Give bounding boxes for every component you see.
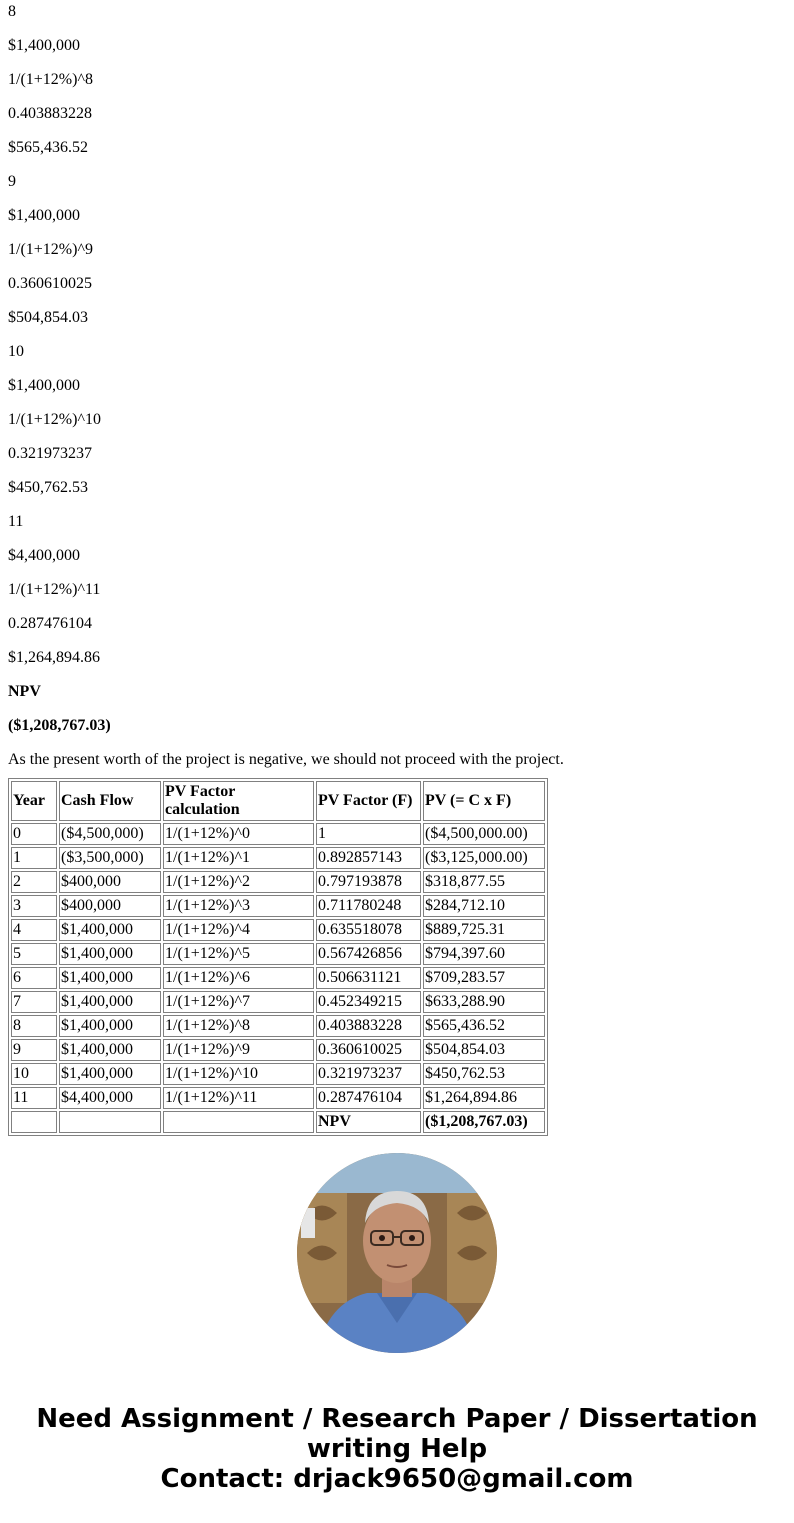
cell-pv-factor: 0.321973237 xyxy=(316,1063,421,1085)
cell-pv-calc: 1/(1+12%)^1 xyxy=(163,847,314,869)
cell-pv-factor: 0.567426856 xyxy=(316,943,421,965)
cell-pv-factor: 1 xyxy=(316,823,421,845)
footer-line-2: writing Help xyxy=(306,1434,488,1464)
footer-contact: Contact: drjack9650@gmail.com xyxy=(160,1464,634,1494)
cell-pv: $318,877.55 xyxy=(423,871,545,893)
list-pv-calc: 1/(1+12%)^11 xyxy=(8,581,101,598)
table-body xyxy=(11,823,545,1133)
list-pv: $504,854.03 xyxy=(8,309,88,326)
cash-flow-list xyxy=(8,3,778,751)
table-row xyxy=(11,847,545,869)
cell-cash-flow: $1,400,000 xyxy=(59,967,161,989)
cell-year: 2 xyxy=(11,871,57,893)
cell-year: 9 xyxy=(11,1039,57,1061)
table-row xyxy=(11,1039,545,1061)
cell-empty xyxy=(11,1111,57,1133)
table-row xyxy=(11,823,545,845)
list-pv: $1,264,894.86 xyxy=(8,649,100,666)
cell-year: 8 xyxy=(11,1015,57,1037)
header-year: Year xyxy=(11,781,57,821)
cell-year: 4 xyxy=(11,919,57,941)
table-row xyxy=(11,895,545,917)
cell-pv: $1,264,894.86 xyxy=(423,1087,545,1109)
list-year: 11 xyxy=(8,513,24,530)
npv-label: NPV xyxy=(8,683,41,700)
cell-cash-flow: $400,000 xyxy=(59,895,161,917)
cell-pv-calc: 1/(1+12%)^6 xyxy=(163,967,314,989)
cell-pv: $565,436.52 xyxy=(423,1015,545,1037)
cell-pv-calc: 1/(1+12%)^0 xyxy=(163,823,314,845)
cell-empty xyxy=(163,1111,314,1133)
list-cash-flow: $1,400,000 xyxy=(8,377,80,394)
cell-pv-factor: 0.403883228 xyxy=(316,1015,421,1037)
cell-year: 0 xyxy=(11,823,57,845)
list-pv-calc: 1/(1+12%)^10 xyxy=(8,411,101,428)
cell-cash-flow: $4,400,000 xyxy=(59,1087,161,1109)
header-pv-calc: PV Factor calculation xyxy=(163,781,314,821)
table-total-row xyxy=(11,1111,545,1133)
document-body xyxy=(8,3,778,1136)
cell-cash-flow: $1,400,000 xyxy=(59,1015,161,1037)
table-header-row xyxy=(11,781,545,821)
cell-pv-calc: 1/(1+12%)^7 xyxy=(163,991,314,1013)
cell-year: 6 xyxy=(11,967,57,989)
list-pv: $450,762.53 xyxy=(8,479,88,496)
cell-year: 1 xyxy=(11,847,57,869)
cell-pv: $889,725.31 xyxy=(423,919,545,941)
list-pv-factor: 0.287476104 xyxy=(8,615,92,632)
footer-line-1: Need Assignment / Research Paper / Dissertation xyxy=(36,1404,758,1434)
author-avatar xyxy=(297,1153,497,1353)
cell-pv-calc: 1/(1+12%)^2 xyxy=(163,871,314,893)
cell-pv-calc: 1/(1+12%)^9 xyxy=(163,1039,314,1061)
table-row xyxy=(11,1015,545,1037)
cell-cash-flow: $1,400,000 xyxy=(59,991,161,1013)
cell-year: 11 xyxy=(11,1087,57,1109)
header-pv-factor: PV Factor (F) xyxy=(316,781,421,821)
header-cash-flow: Cash Flow xyxy=(59,781,161,821)
list-year: 10 xyxy=(8,343,24,360)
list-pv-factor: 0.321973237 xyxy=(8,445,92,462)
cell-year: 5 xyxy=(11,943,57,965)
cell-pv-calc: 1/(1+12%)^5 xyxy=(163,943,314,965)
cell-pv-calc: 1/(1+12%)^8 xyxy=(163,1015,314,1037)
cell-pv-factor: 0.797193878 xyxy=(316,871,421,893)
table-row xyxy=(11,1063,545,1085)
conclusion-text: As the present worth of the project is negative, we should not proceed with the project. xyxy=(8,751,564,768)
list-pv-calc: 1/(1+12%)^8 xyxy=(8,71,93,88)
table-row xyxy=(11,991,545,1013)
cell-cash-flow: ($4,500,000) xyxy=(59,823,161,845)
portrait-image xyxy=(297,1153,497,1353)
cell-year: 3 xyxy=(11,895,57,917)
cell-pv-factor: 0.287476104 xyxy=(316,1087,421,1109)
pv-table xyxy=(8,778,548,1136)
table-row xyxy=(11,943,545,965)
cell-pv-factor: 0.506631121 xyxy=(316,967,421,989)
total-value: ($1,208,767.03) xyxy=(423,1111,545,1133)
cell-pv-calc: 1/(1+12%)^4 xyxy=(163,919,314,941)
table-row xyxy=(11,1087,545,1109)
cell-pv-factor: 0.452349215 xyxy=(316,991,421,1013)
cell-pv: ($4,500,000.00) xyxy=(423,823,545,845)
cell-pv: $450,762.53 xyxy=(423,1063,545,1085)
list-year: 8 xyxy=(8,3,16,20)
cell-cash-flow: $1,400,000 xyxy=(59,943,161,965)
cell-pv-factor: 0.711780248 xyxy=(316,895,421,917)
header-pv: PV (= C x F) xyxy=(423,781,545,821)
cell-pv: $794,397.60 xyxy=(423,943,545,965)
cell-pv-calc: 1/(1+12%)^11 xyxy=(163,1087,314,1109)
total-label: NPV xyxy=(316,1111,421,1133)
table-row xyxy=(11,871,545,893)
cell-cash-flow: $1,400,000 xyxy=(59,1063,161,1085)
npv-value: ($1,208,767.03) xyxy=(8,717,111,734)
list-cash-flow: $4,400,000 xyxy=(8,547,80,564)
list-pv-factor: 0.403883228 xyxy=(8,105,92,122)
cell-pv: $633,288.90 xyxy=(423,991,545,1013)
list-pv-factor: 0.360610025 xyxy=(8,275,92,292)
list-cash-flow: $1,400,000 xyxy=(8,37,80,54)
cell-pv: $504,854.03 xyxy=(423,1039,545,1061)
list-cash-flow: $1,400,000 xyxy=(8,207,80,224)
cell-pv: $709,283.57 xyxy=(423,967,545,989)
list-year: 9 xyxy=(8,173,16,190)
cell-cash-flow: $1,400,000 xyxy=(59,1039,161,1061)
cell-pv: ($3,125,000.00) xyxy=(423,847,545,869)
cell-pv-factor: 0.892857143 xyxy=(316,847,421,869)
cell-pv: $284,712.10 xyxy=(423,895,545,917)
table-row xyxy=(11,919,545,941)
cell-year: 7 xyxy=(11,991,57,1013)
cell-pv-factor: 0.635518078 xyxy=(316,919,421,941)
cell-cash-flow: $400,000 xyxy=(59,871,161,893)
cell-year: 10 xyxy=(11,1063,57,1085)
table-row xyxy=(11,967,545,989)
cell-empty xyxy=(59,1111,161,1133)
cell-pv-calc: 1/(1+12%)^10 xyxy=(163,1063,314,1085)
cell-cash-flow: ($3,500,000) xyxy=(59,847,161,869)
list-pv: $565,436.52 xyxy=(8,139,88,156)
footer-promo xyxy=(0,1404,794,1494)
cell-pv-calc: 1/(1+12%)^3 xyxy=(163,895,314,917)
cell-pv-factor: 0.360610025 xyxy=(316,1039,421,1061)
list-pv-calc: 1/(1+12%)^9 xyxy=(8,241,93,258)
cell-cash-flow: $1,400,000 xyxy=(59,919,161,941)
